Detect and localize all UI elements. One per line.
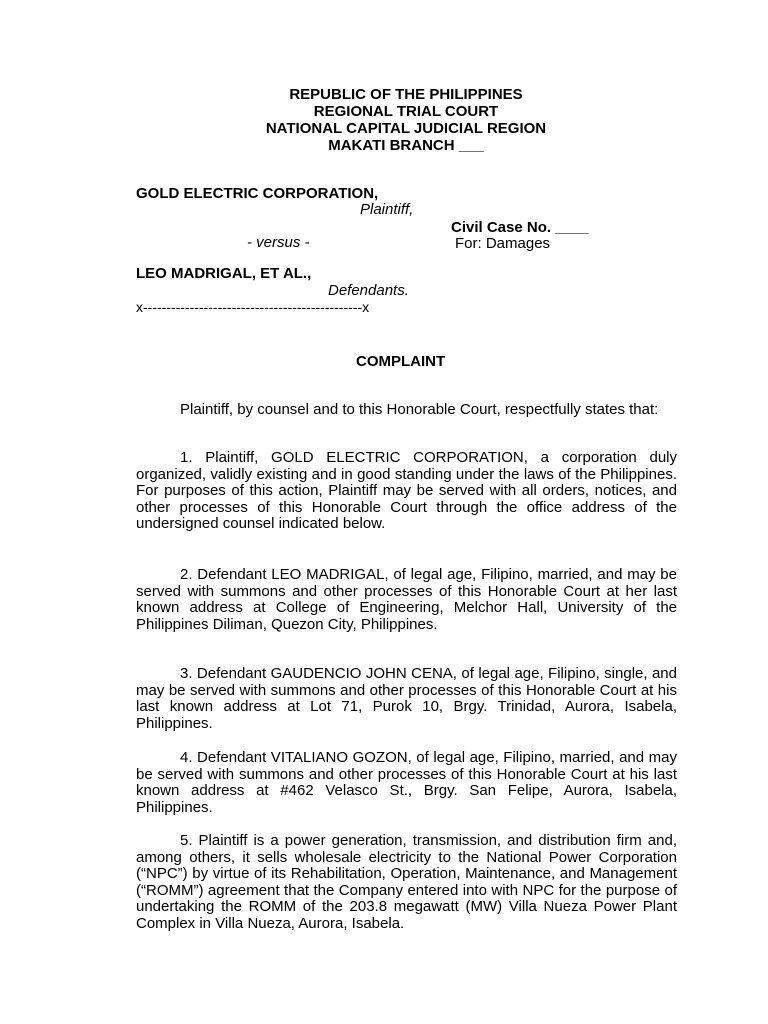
paragraph-5 [136, 833, 677, 933]
defendant-name: LEO MADRIGAL, ET AL., [136, 265, 312, 282]
plaintiff-role: Plaintiff, [360, 201, 414, 218]
paragraph-4-text: 4. Defendant VITALIANO GOZON, of legal age, Filipino, married, and may be served with summons and other processes of this Honorable Court at his last known address at #462 Velasco St., Brgy. San Felipe, Aurora, Isabela, Philippines. [136, 749, 677, 816]
intro-text: Plaintiff, by counsel and to this Honorable Court, respectfully states that: [180, 401, 659, 418]
paragraph-4 [136, 750, 677, 816]
paragraph-1-text: 1. Plaintiff, GOLD ELECTRIC CORPORATION, a corporation duly organized, validly existing and in good standing under the laws of the Philippines. For purposes of this action, Plaintiff may be served with all orders, notices, and other processes of this Honorable Court through the office address of the undersigned counsel indicated below. [136, 449, 677, 533]
intro-paragraph [136, 402, 677, 419]
header-branch: MAKATI BRANCH ___ [328, 137, 484, 154]
document-title: COMPLAINT [356, 353, 446, 370]
header-republic: REPUBLIC OF THE PHILIPPINES [289, 86, 523, 103]
paragraph-2-text: 2. Defendant LEO MADRIGAL, of legal age, Filipino, married, and may be served with summons and other processes of this Honorable Court at her last known address at College of Engineering, Melchor Hall, University of the Philippines Diliman, Quezon City, Philippines. [136, 566, 677, 633]
header-court: REGIONAL TRIAL COURT [313, 103, 499, 120]
paragraph-3-text: 3. Defendant GAUDENCIO JOHN CENA, of legal age, Filipino, single, and may be served with summons and other processes of this Honorable Court at his last known address at Lot 71, Purok 10, Brgy. Trinidad, Aurora, Isabela, Philippines. [136, 665, 677, 732]
caption-separator: x-----------------------------------------------x [136, 299, 370, 315]
civil-case-number: Civil Case No. ____ [451, 219, 589, 236]
header-region: NATIONAL CAPITAL JUDICIAL REGION [265, 120, 547, 137]
defendant-role: Defendants. [328, 282, 409, 299]
paragraph-2 [136, 567, 677, 633]
paragraph-3 [136, 666, 677, 732]
case-for: For: Damages [455, 235, 551, 252]
paragraph-1 [136, 450, 677, 533]
versus-label: - versus - [247, 234, 310, 251]
plaintiff-name: GOLD ELECTRIC CORPORATION, [136, 185, 379, 202]
paragraph-5-text: 5. Plaintiff is a power generation, transmission, and distribution firm and, among others, it sells wholesale electricity to the National Power Corporation (“NPC”) by virtue of its Rehabilitation, Operation, Maintenance, and Management (“ROMM”) agreement that the Company entered into with NPC for the purpose of undertaking the ROMM of the 203.8 megawatt (MW) Villa Nueza Power Plant Complex in Villa Nueza, Aurora, Isabela. [136, 832, 677, 932]
court-header [136, 86, 676, 154]
